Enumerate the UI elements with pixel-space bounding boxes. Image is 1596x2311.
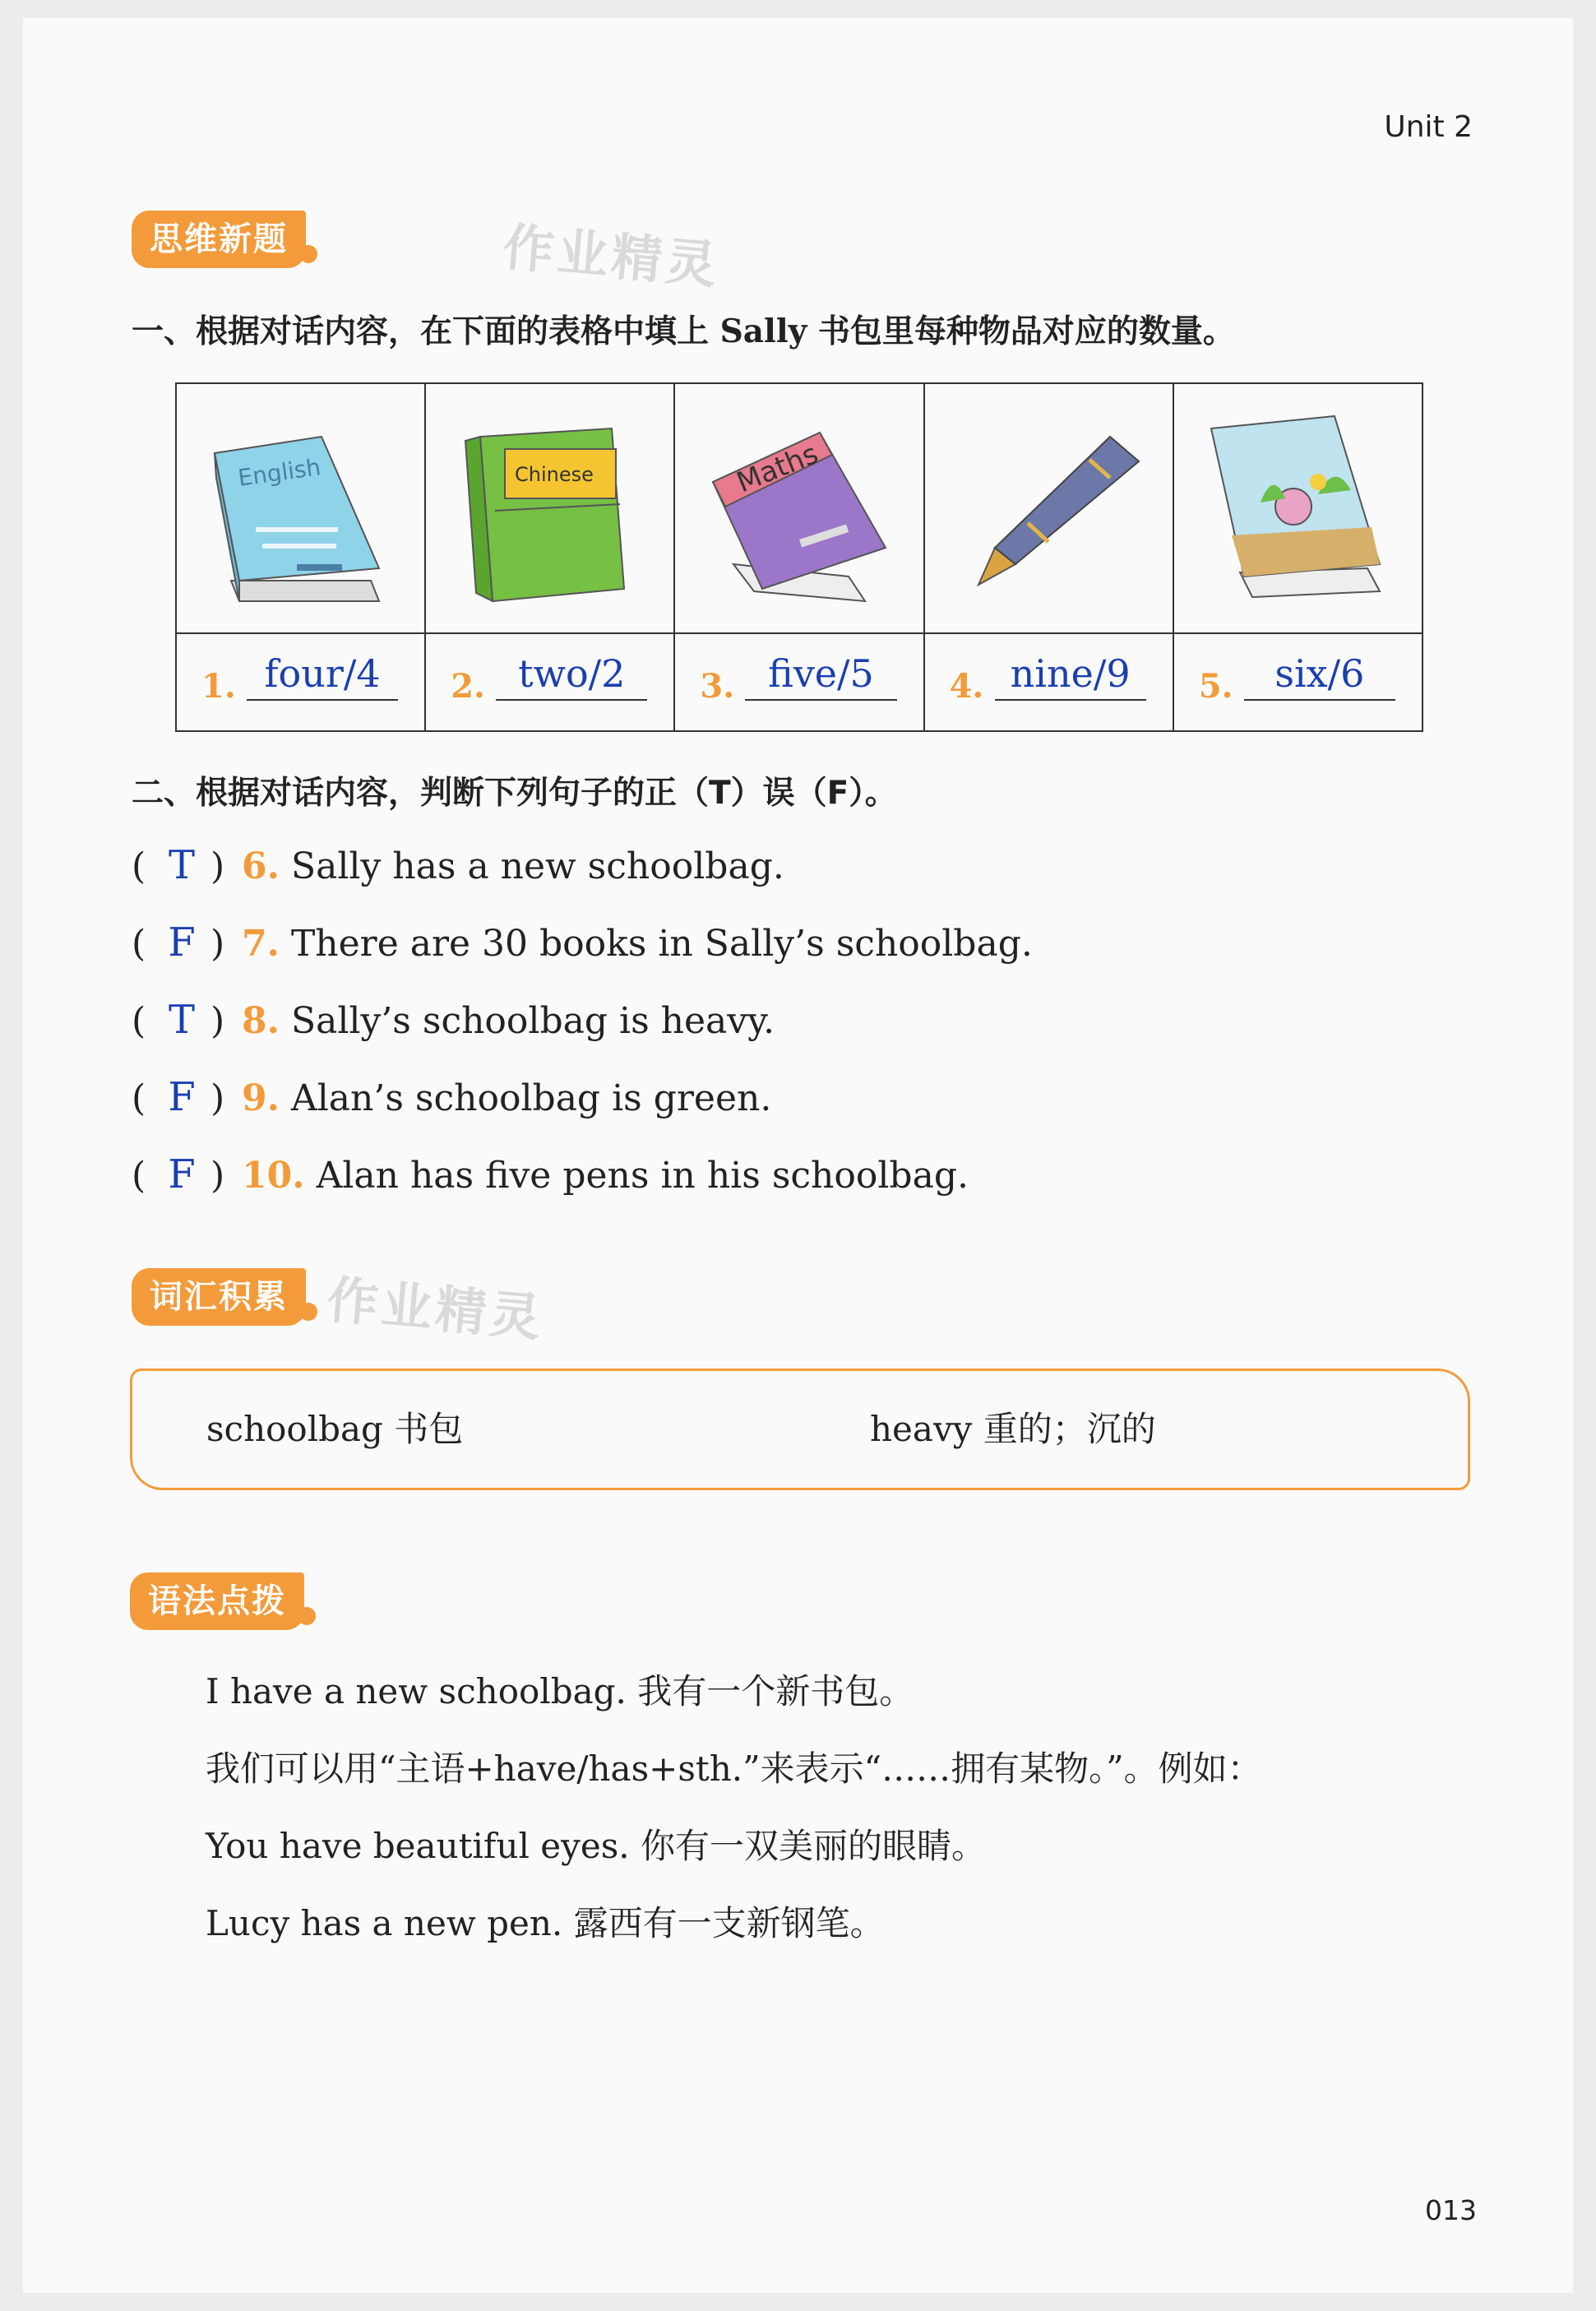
tf-item-6: ( T ) 6. Sally has a new schoolbag. <box>132 842 784 888</box>
tf-item-9: ( F ) 9. Alan’s schoolbag is green. <box>132 1074 772 1120</box>
item-number: 8. <box>242 1000 280 1042</box>
answer-number: 3. <box>700 667 735 706</box>
question-1-title-part2: 书包里每种物品对应的数量。 <box>817 313 1235 350</box>
answer-cell-2 <box>425 633 674 731</box>
picture-book-icon <box>1195 404 1400 609</box>
section-badge-vocabulary: 词汇积累 <box>132 1268 306 1326</box>
section-badge-grammar: 语法点拨 <box>130 1572 304 1630</box>
tf-item-8: ( T ) 8. Sally’s schoolbag is heavy. <box>132 997 775 1043</box>
grammar-line: I have a new schoolbag. 我有一个新书包。 <box>206 1671 914 1711</box>
section-badge-thinking: 思维新题 <box>132 211 306 268</box>
answer-number: 2. <box>451 667 485 706</box>
answer-cell-1 <box>176 633 425 731</box>
maths-book-icon <box>696 404 902 609</box>
chinese-book-icon <box>447 404 653 609</box>
watermark: 作业精灵 <box>324 1269 547 1349</box>
grammar-line: 我们可以用“主语+have/has+sth.”来表示“……拥有某物。”。例如： <box>206 1748 1262 1789</box>
tf-answer[interactable]: T <box>168 842 195 888</box>
item-number: 7. <box>242 923 280 965</box>
answer-value[interactable]: six/6 <box>1274 651 1365 696</box>
items-table <box>175 382 1423 732</box>
question-1-title <box>132 306 1235 352</box>
book-label: Chinese <box>514 463 594 486</box>
vocab-item: schoolbag 书包 <box>206 1409 464 1449</box>
tf-item-7: ( F ) 7. There are 30 books in Sally’s schoolbag. <box>132 919 1033 966</box>
watermark: 作业精灵 <box>500 216 723 296</box>
item-text: Sally has a new schoolbag. <box>290 845 784 887</box>
answer-cell-5 <box>1173 633 1423 731</box>
picture-cell <box>176 383 425 633</box>
answer-number: 4. <box>949 667 984 706</box>
vocabulary-box <box>130 1369 1470 1490</box>
answer-value[interactable]: nine/9 <box>1010 651 1131 696</box>
answer-cell-4 <box>924 633 1173 731</box>
tf-answer[interactable]: F <box>168 1151 196 1197</box>
english-book-icon <box>198 404 404 609</box>
pen-icon <box>946 404 1151 609</box>
item-text: Alan’s schoolbag is green. <box>290 1077 772 1119</box>
answer-value[interactable]: four/4 <box>264 651 381 696</box>
grammar-line: You have beautiful eyes. 你有一双美丽的眼睛。 <box>206 1826 986 1866</box>
tf-answer[interactable]: T <box>168 997 195 1043</box>
picture-cell <box>425 383 674 633</box>
picture-cell <box>674 383 923 633</box>
unit-label: Unit 2 <box>1384 110 1473 144</box>
book-label: English <box>235 453 322 492</box>
book-label: Maths <box>732 437 823 500</box>
item-text: There are 30 books in Sally’s schoolbag. <box>290 923 1033 965</box>
picture-cell <box>924 383 1173 633</box>
item-text: Alan has five pens in his schoolbag. <box>316 1155 969 1197</box>
vocab-item: heavy 重的；沉的 <box>870 1409 1156 1449</box>
page-number: 013 <box>1425 2194 1477 2226</box>
tf-answer[interactable]: F <box>168 919 196 966</box>
tf-answer[interactable]: F <box>168 1074 196 1120</box>
question-1-title-part1: 一、根据对话内容，在下面的表格中填上 <box>132 313 710 350</box>
question-1-title-name: Sally <box>719 313 807 350</box>
answer-cell-3 <box>674 633 923 731</box>
answer-value[interactable]: five/5 <box>768 651 874 696</box>
item-number: 10. <box>242 1155 305 1197</box>
item-number: 9. <box>242 1077 280 1119</box>
answer-value[interactable]: two/2 <box>518 651 626 696</box>
answer-number: 5. <box>1198 667 1233 706</box>
answer-number: 1. <box>201 667 236 706</box>
tf-item-10: ( F ) 10. Alan has five pens in his schoolbag. <box>132 1151 969 1197</box>
item-text: Sally’s schoolbag is heavy. <box>290 1000 775 1042</box>
picture-cell <box>1173 383 1423 633</box>
question-2-title: 二、根据对话内容，判断下列句子的正（T）误（F）。 <box>132 775 897 812</box>
grammar-line: Lucy has a new pen. 露西有一支新钢笔。 <box>206 1903 885 1943</box>
item-number: 6. <box>242 845 280 887</box>
